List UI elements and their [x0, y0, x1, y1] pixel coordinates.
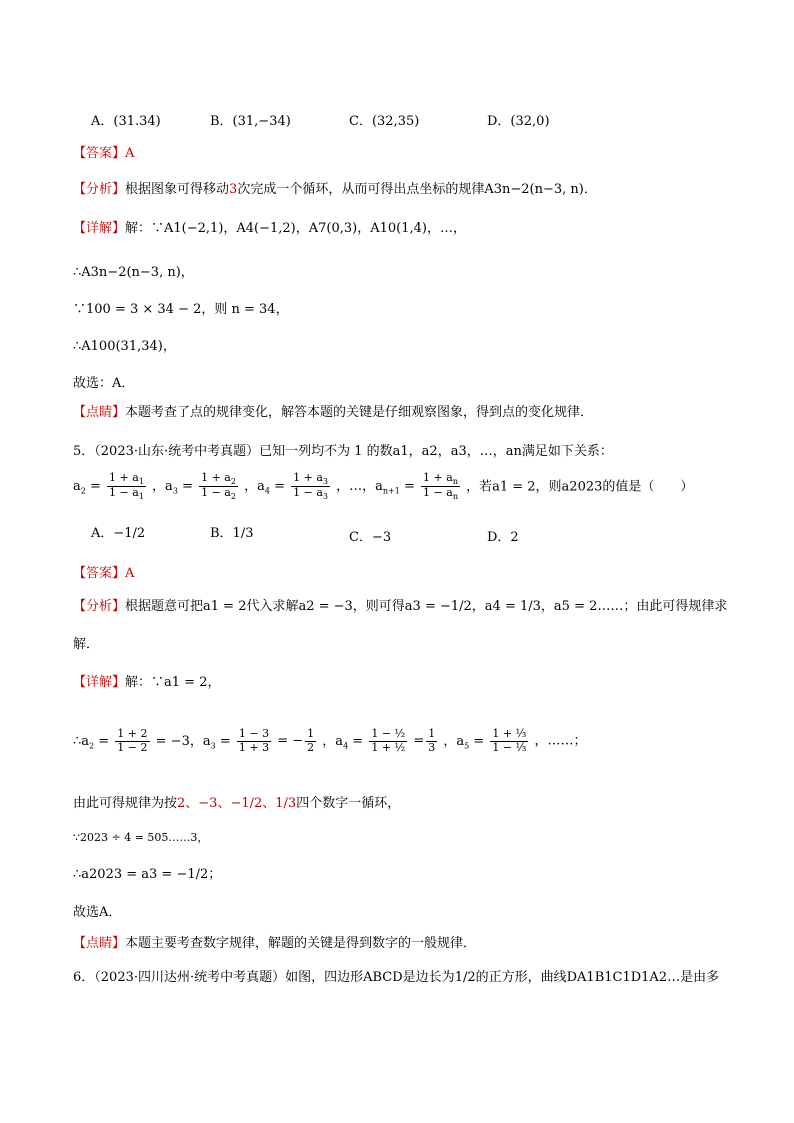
formula-a3: $\frac{1 + a_2}{1 - a_2}$	[201, 471, 236, 502]
q5-choose: 故选A．	[73, 905, 122, 920]
q6-stem	[73, 971, 719, 984]
rule-text-a: 由此可得规律为按	[73, 796, 178, 811]
detail-tail: ，……；	[534, 733, 587, 749]
answer-tag: 【答案】	[73, 566, 126, 581]
comment-tag: 【点睛】	[73, 405, 126, 420]
q4-detail-line4: ∴A100(31,34)，	[73, 339, 176, 354]
detail-text: 解：∵A1(−2,1)，A4(−1,2)，A7(0,3)，A10(1,4)，…，	[125, 221, 466, 236]
calc-a4: $\frac{\text{1 − ½}}{\text{1 + ½}}$	[371, 727, 406, 754]
q4-option-d: D．(32,0)	[487, 114, 550, 129]
q6-stem-frac: 1/2	[454, 970, 476, 985]
analysis-text: 根据题意可把a1 = 2代入求解a2 = −3，则可得a3 = −1/2，a4 = 1/3，a5 = 2……；由此可得规律求	[125, 599, 728, 614]
comment-text: 本题主要考查数字规律，解题的关键是得到数字的一般规律．	[125, 936, 477, 951]
q5-stem-formulas: $a_2$ = $\frac{1 + a_1}{1 - a_1}$ ，$a_3$ = $\frac{1 + a_2}{1 - a_2}$ ，$a_4$ = $\frac{1 + a_3}{1 - a_3}$ ，…，$a_{n+1}$ = $\frac{1 + a_n}{1 - a_n}$ ，若a1 = 2，则a2023的值是（ ）	[73, 471, 694, 502]
detail-text: 解：∵a1 = 2，	[125, 675, 221, 690]
q4-analysis	[73, 183, 597, 196]
comment-tag: 【点睛】	[73, 936, 126, 951]
q5-option-c: C．−3	[349, 530, 392, 545]
detail-tag: 【详解】	[73, 221, 126, 236]
q5-stem-tail: ，若a1 = 2，则a2023的值是（ ）	[466, 479, 694, 495]
calc-a2: $\frac{1 + 2}{1 - 2}$	[117, 727, 148, 754]
q5-detail-line1	[73, 676, 220, 689]
q5-analysis-cont: 解．	[73, 637, 100, 652]
q5-detail-line2: $\therefore a_2$ = $\frac{1 + 2}{1 - 2}$ = −3，$a_3$ = $\frac{1 - 3}{1 + 3}$ = − $\frac{1}{2}$ ，$a_4$ = $\frac{\text{1 − ½}}{\text{1 + ½}}$ = $\frac{1}{3}$ ，$a_5$ = $\frac{\text{1 + ⅓}}{\text{1 − ⅓}}$ ，……；	[73, 727, 587, 754]
q4-comment	[73, 406, 593, 419]
analysis-text-2: 次完成一个循环，从而可得出点坐标的规律	[237, 182, 485, 197]
analysis-tag: 【分析】	[73, 599, 126, 614]
q5-stem-line1: 5．（2023·山东·统考中考真题）已知一列均不为 1 的数a1，a2，a3，…，an满足如下关系：	[73, 444, 613, 459]
frac-half: $\frac{1}{2}$	[307, 727, 315, 754]
q4-detail-line3: ∵100 = 3 × 34 − 2，则 n = 34，	[73, 302, 289, 317]
q5-detail-line5: ∴a2023 = a3 = −1/2；	[73, 867, 222, 882]
rule-numbers: 2、−3、−1/2、1/3	[177, 796, 297, 811]
q4-choose: 故选：A．	[73, 376, 135, 391]
analysis-formula: A3n−2(n−3, n)．	[484, 182, 597, 197]
detail-tag: 【详解】	[73, 675, 126, 690]
formula-a2: $\frac{1 + a_1}{1 - a_1}$	[109, 471, 144, 502]
q5-analysis	[73, 600, 727, 613]
q5-option-a: A．−1/2	[91, 526, 146, 541]
q5-detail-line3	[73, 797, 400, 810]
q4-answer	[73, 147, 134, 160]
q5-comment	[73, 937, 476, 950]
q5-option-b: B．1/3	[210, 526, 254, 541]
calc-a5: $\frac{\text{1 + ⅓}}{\text{1 − ⅓}}$	[492, 727, 527, 754]
q4-option-a: A．(31.34)	[91, 114, 161, 129]
q5-detail-line4: ∵2023 ÷ 4 = 505……3，	[73, 831, 209, 844]
q4-option-c: C．(32,35)	[349, 114, 420, 129]
comment-text: 本题考查了点的规律变化，解答本题的关键是仔细观察图象，得到点的变化规律．	[125, 405, 594, 420]
q4-option-b: B．(31,−34)	[210, 114, 291, 129]
q5-option-d: D．2	[487, 530, 519, 545]
formula-an1: $\frac{1 + a_n}{1 - a_n}$	[423, 471, 458, 502]
answer-tag: 【答案】	[73, 146, 126, 161]
analysis-text: 根据图象可得移动	[125, 182, 230, 197]
q4-detail-line2: ∴A3n−2(n−3, n)，	[73, 265, 194, 280]
q4-detail-line1	[73, 222, 466, 235]
q5-answer	[73, 567, 134, 580]
answer-value: A	[125, 146, 135, 161]
q6-stem-b: 的正方形，曲线DA1B1C1D1A2…是由多	[475, 970, 720, 985]
analysis-tag: 【分析】	[73, 182, 126, 197]
analysis-number: 3	[229, 182, 238, 197]
calc-a3: $\frac{1 - 3}{1 + 3}$	[238, 727, 270, 754]
formula-a4: $\frac{1 + a_3}{1 - a_3}$	[293, 471, 328, 502]
frac-third: $\frac{1}{3}$	[428, 727, 436, 754]
answer-value: A	[125, 566, 135, 581]
q6-stem-a: 6．（2023·四川达州·统考中考真题）如图，四边形ABCD是边长为	[73, 970, 455, 985]
rule-text-b: 四个数字一循环，	[296, 796, 401, 811]
